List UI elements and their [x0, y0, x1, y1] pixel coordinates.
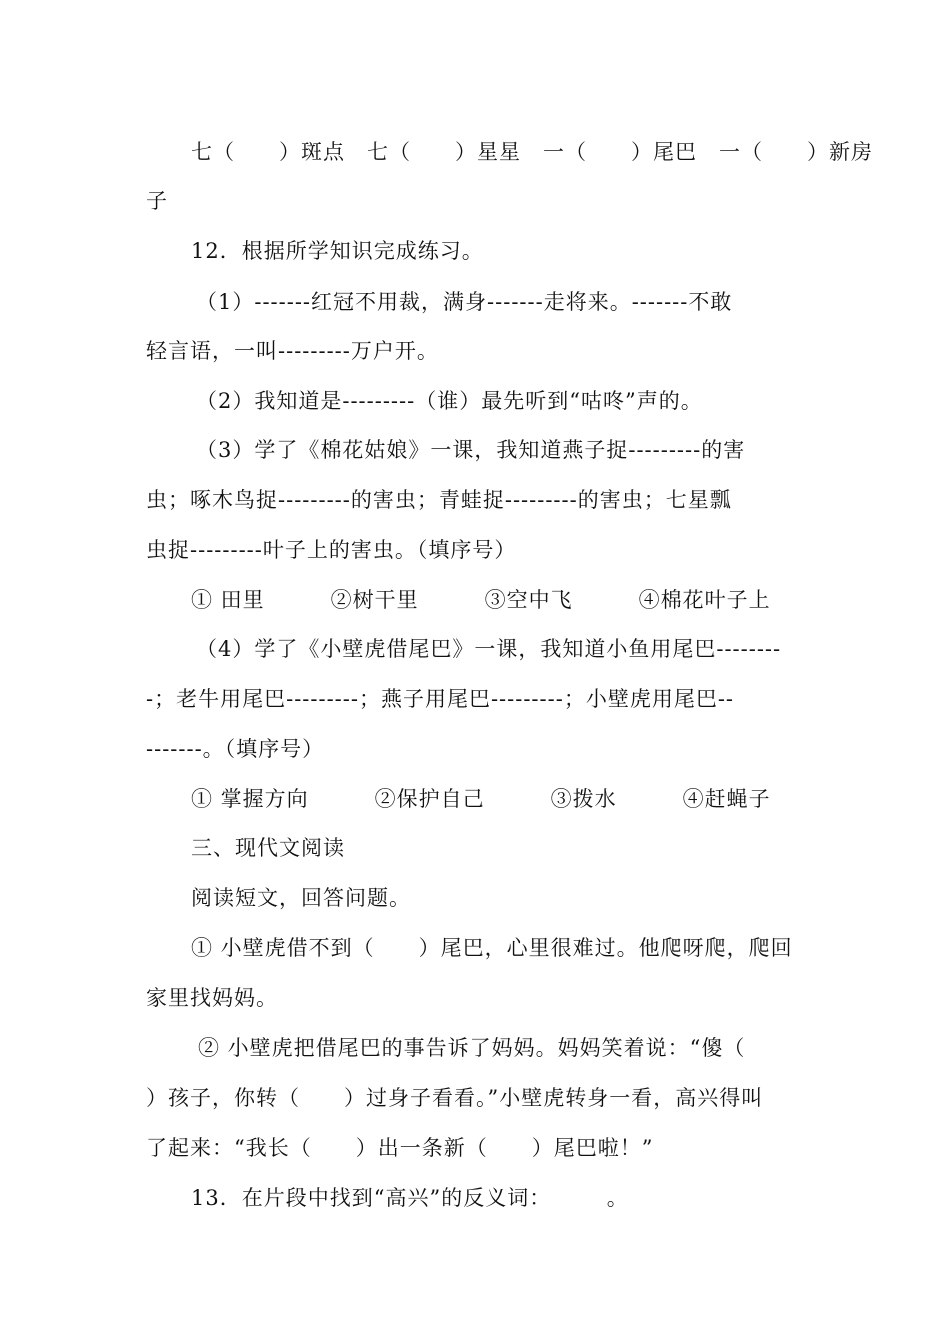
text-line-continuation: 子 [146, 189, 168, 213]
passage-paragraph1-line1: ① 小壁虎借不到（ ）尾巴，心里很难过。他爬呀爬，爬回 [191, 936, 793, 960]
section-3-heading: 三、现代文阅读 [191, 836, 345, 860]
q12-part1-line1: （1）-------红冠不用裁，满身-------走将来。-------不敢 [196, 290, 733, 314]
question-12-heading: 12．根据所学知识完成练习。 [191, 239, 484, 263]
q12-part3-line1: （3）学了《棉花姑娘》一课，我知道燕子捉---------的害 [196, 438, 746, 462]
q12-part4-line3: -------。（填序号） [146, 737, 325, 761]
passage-paragraph2-line3: 了起来：“我长（ ）出一条新（ ）尾巴啦！” [146, 1136, 654, 1160]
q12-part3-line3: 虫捉---------叶子上的害虫。（填序号） [146, 538, 517, 562]
q12-part4-options: ① 掌握方向 ②保护自己 ③拨水 ④赶蝇子 [191, 787, 771, 811]
reading-instruction: 阅读短文，回答问题。 [191, 886, 411, 910]
q12-part3-line2: 虫；啄木鸟捉---------的害虫；青蛙捉---------的害虫；七星瓢 [146, 488, 732, 512]
q12-part1-line2: 轻言语，一叫---------万户开。 [146, 339, 439, 363]
q12-part4-line1: （4）学了《小壁虎借尾巴》一课，我知道小鱼用尾巴-------- [196, 637, 782, 661]
measure-word-fill-line: 七（ ）斑点 七（ ）星星 一（ ）尾巴 一（ ）新房 [191, 140, 873, 164]
q12-part3-options: ① 田里 ②树干里 ③空中飞 ④棉花叶子上 [191, 588, 771, 612]
passage-paragraph2-line1: ② 小壁虎把借尾巴的事告诉了妈妈。妈妈笑着说：“傻（ [198, 1036, 746, 1060]
passage-paragraph2-line2: ）孩子，你转（ ）过身子看看。”小壁虎转身一看，高兴得叫 [146, 1086, 764, 1110]
question-13-line: 13．在片段中找到“高兴”的反义词： 。 [191, 1186, 629, 1210]
passage-paragraph1-line2: 家里找妈妈。 [146, 986, 278, 1010]
q12-part4-line2: -；老牛用尾巴---------；燕子用尾巴---------；小壁虎用尾巴-- [146, 687, 735, 711]
q12-part2-line: （2）我知道是---------（谁）最先听到“咕咚”声的。 [196, 389, 703, 413]
